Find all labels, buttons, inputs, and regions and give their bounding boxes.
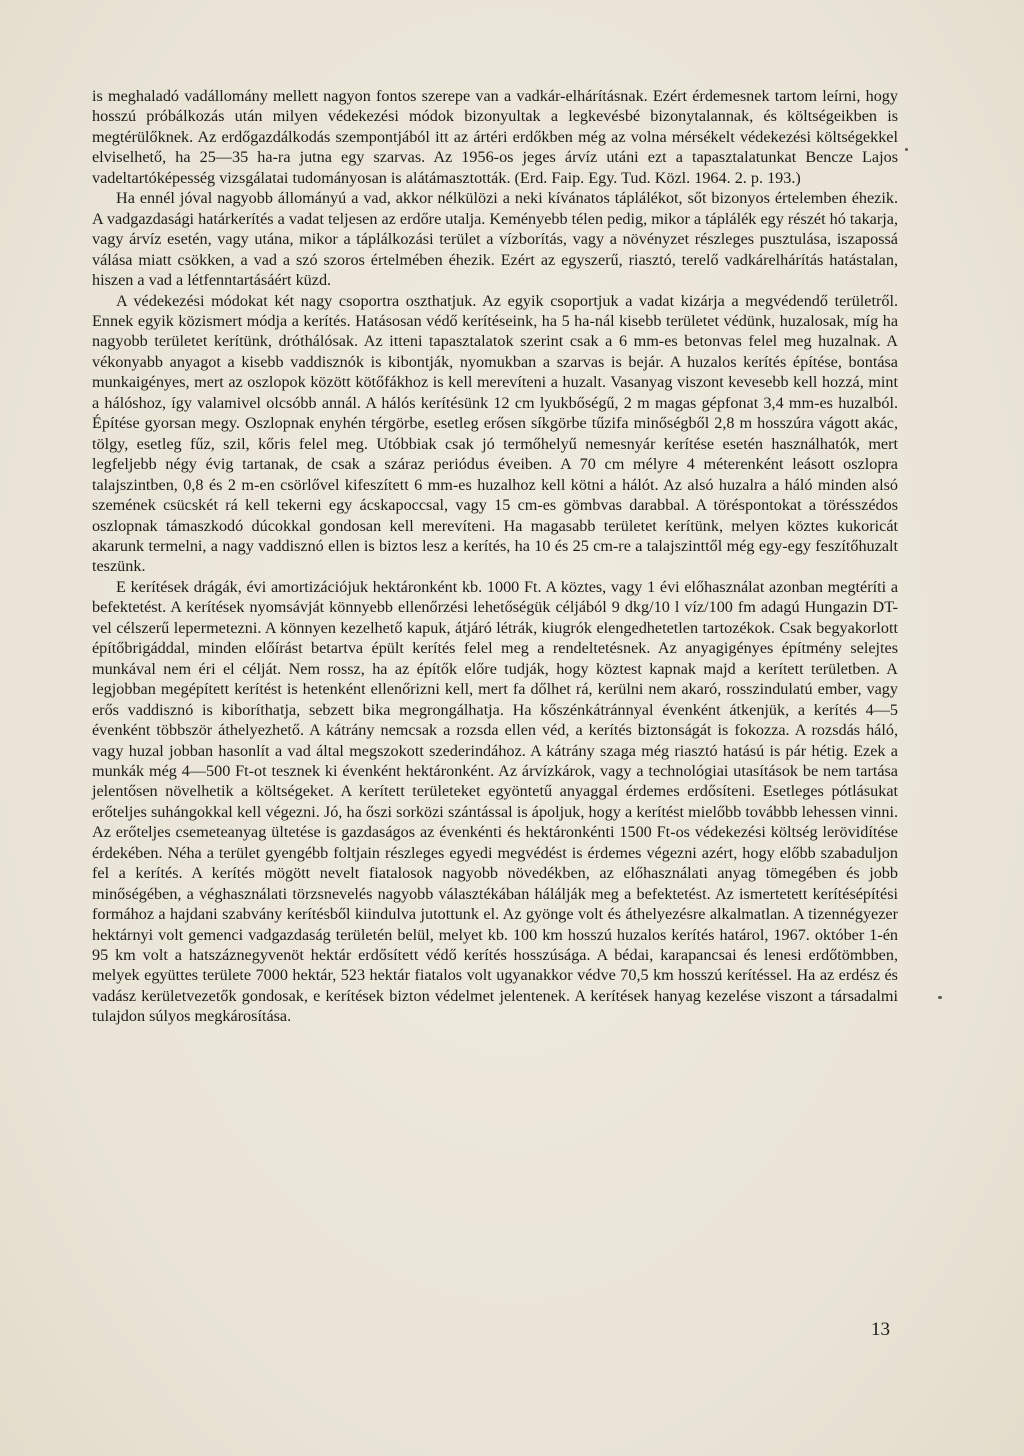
paragraph-2: Ha ennél jóval nagyobb állományú a vad, akkor nélkülözi a neki kívánatos táplálékot, sőt bizonyos értelemben éhezik. A vadgazdasági határkerítés a vadat teljesen az erdőre utalja. Keményebb télen pedig, mikor a táplálék egy részét hó takarja, vagy árvíz esetén, vagy utána, mikor a táplálkozási terület a vízborítás, vagy a növényzet részleges pusztulása, iszapossá válása miatt csökken, a vad a szó szoros értelmében éhezik. Ezért az egyszerű, riasztó, terelő vadkárelhárítás hatástalan, hiszen a vad a létfenntartásáért küzd. — [92, 189, 898, 290]
paragraph-4: E kerítések drágák, évi amortizációjuk hektáronként kb. 1000 Ft. A köztes, vagy 1 évi előhasználat azonban megtéríti a befektetést. A kerítések nyomsávját könnyebb ellenőrzési lehetőségük céljából 9 dkg/10 l víz/100 fm adagú Hungazin DT-vel célszerű lepermetezni. A könnyen kezelhető kapuk, átjáró létrák, kiugrók elengedhetetlen tartozékok. Csak begyakorlott építőbrigáddal, minden előírást betartva épült kerítés felel meg a rendeltetésnek. Az anyagigényes építmény selejtes munkával nem éri el célját. Nem rossz, ha az építők előre tudják, hogy köztest kapnak majd a kerített területben. A legjobban megépített kerítést is hetenként ellenőrizni kell, mert fa dőlhet rá, kerülni nem akaró, rosszindulatú ember, vagy erős vaddisznó is kiboríthatja, sebzett bika megrongálhatja. Ha kőszénkátránnyal évenként átkenjük, a kerítés 4—5 évenként többször áthelyezhető. A kátrány nemcsak a rozsda ellen véd, a kerítés biztonságát is fokozza. A rozsdás háló, vagy huzal jobban hasonlít a vad által megszokott szederindához. A kátrány szaga még riasztó hatású is pár hétig. Ezek a munkák még 4—500 Ft-ot tesznek ki évenként hektáronként. Az árvízkárok, vagy a technológiai utasítások be nem tartása jelentősen növelhetik a költségeket. A kerített területeket egyöntetű anyaggal érdemes erdősíteni. Esetleges pótlásukat erőteljes suhángokkal kell végezni. Jó, ha őszi sorközi szántással is ápoljuk, hogy a kerítést mielőbb továbbb lehessen vinni. Az erőteljes csemeteanyag ültetése is gazdaságos az évenkénti és hektáronkénti 1500 Ft-os védekezési költség lerövidítése érdekében. Néha a terület gyengébb foltjain részleges egyedi megvédést is érdemes végezni azért, hogy előbb szabaduljon fel a kerítés. A kerítés mögött nevelt fiatalosok nagyobb növedékben, az előhasználati anyag tömegében és jobb minőségében, a véghasználati törzsnevelés nagyobb választékában hálálják meg a befektetést. Az ismertetett kerítésépítési formához a hajdani szabvány kerítésből kiindulva jutottunk el. Az gyönge volt és áthelyezésre alkalmatlan. A tizennégyezer hektárnyi volt gemenci vadgazdaság területén belül, melyet kb. 100 km hosszú huzalos kerítés határol, 1967. október 1-én 95 km volt a hatszáznegyvenöt hektár erdősített védő kerítés hosszúsága. A bédai, karapancsai és lenesi erdőtömbben, melyek együttes területe 7000 hektár, 523 hektár fiatalos volt ugyanakkor védve 70,5 km hosszú kerítéssel. Ha az erdész és vadász kerületvezetők gondosak, e kerítések bizton védelmet jelentenek. A kerítések hanyag kezelése viszont a társadalmi tulajdon súlyos megkárosítása. — [92, 577, 898, 1026]
paper-speck — [905, 148, 908, 151]
paper-speck — [938, 996, 942, 999]
paragraph-3: A védekezési módokat két nagy csoportra oszthatjuk. Az egyik csoportjuk a vadat kizárja a megvédendő területről. Ennek egyik közismert módja a kerítés. Hatásosan védő kerítéseink, ha 5 ha-nál kisebb területet védünk, huzalosak, míg ha nagyobb területet kerítünk, dróthálósak. Az itteni tapasztalatok szerint csak a 6 mm-es betonvas felel meg huzalnak. A vékonyabb anyagot a kisebb vaddisznók is kibontják, nyomukban a szarvas is bejár. A huzalos kerítés építése, bontása munkaigényes, mert az oszlopok között kötőfákhoz is kell merevíteni a huzalt. Vasanyag viszont kevesebb kell hozzá, mint a hálóshoz, így valamivel olcsóbb annál. A hálós kerítésünk 12 cm lyukbőségű, 2 m magas gépfonat 3,4 mm-es huzalból. Építése gyorsan megy. Oszlopnak enyhén térgörbe, esetleg erősen síkgörbe tűzifa minőségből 2,8 m hosszúra vágott akác, tölgy, esetleg fűz, szil, kőris felel meg. Utóbbiak csak jó termőhelyű nemesnyár kerítése esetén használhatók, mert legfeljebb négy évig tartanak, de csak a száraz periódus éveiben. A 70 cm mélyre 4 méterenként leásott oszlopra talajszintben, 0,8 és 2 m-en csörlővel kifeszített 6 mm-es huzalhoz kell kötni a hálót. Az alsó huzalra a háló minden alsó szemének csücskét rá kell tekerni egy ácskapoccsal, vagy 15 cm-es gömbvas darabbal. A töréspontokat a törésszédos oszlopnak támaszkodó dúcokkal gondosan kell merevíteni. Ha magasabb területet kerítünk, melyen köztes kukoricát akarunk termelni, a nagy vaddisznó ellen is biztos lesz a kerítés, ha 10 és 25 cm-re a talajszinttől még egy-egy feszítőhuzalt teszünk. — [92, 291, 898, 576]
body-text — [92, 86, 898, 1027]
page-number: 13 — [871, 1319, 890, 1340]
paragraph-1: is meghaladó vadállomány mellett nagyon fontos szerepe van a vadkár-elhárításnak. Ezért érdemesnek tartom leírni, hogy hosszú próbálkozás után milyen védekezési módok bizonyultak a legkevésbé bizonytalannak, és költségeikben is megtérülőknek. Az erdőgazdálkodás szempontjából itt az ártéri erdőkben még az volna mérsékelt védekezési költségekkel elviselhető, ha 25—35 ha-ra jutna egy szarvas. Az 1956-os jeges árvíz utáni ezt a tapasztalatunkat Bencze Lajos vadeltartóképesség vizsgálatai tudományosan is alátámasztották. (Erd. Faip. Egy. Tud. Közl. 1964. 2. p. 193.) — [92, 87, 898, 187]
